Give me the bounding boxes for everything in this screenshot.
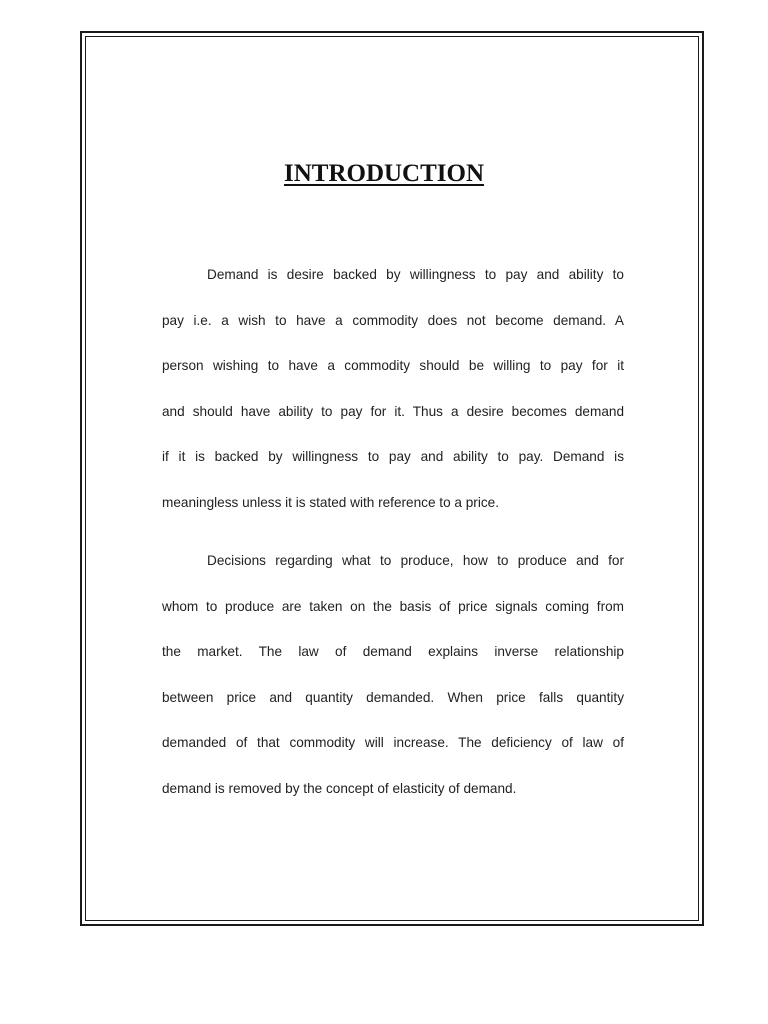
paragraph-line: if it is backed by willingness to pay and ability to pay. Demand is — [162, 449, 624, 464]
paragraph-1 — [162, 265, 624, 538]
paragraph-line: and should have ability to pay for it. Thus a desire becomes demand — [162, 403, 624, 419]
paragraph-line: person wishing to have a commodity should be willing to pay for it — [162, 358, 624, 373]
paragraph-line: meaningless unless it is stated with reference to a price. — [162, 494, 499, 510]
paragraph-line: Demand is desire backed by willingness to pay and ability to — [207, 267, 624, 282]
paragraph-line: the market. The law of demand explains inverse relationship — [162, 644, 624, 659]
paragraph-line: whom to produce are taken on the basis of price signals coming from — [162, 598, 624, 614]
paragraph-2 — [162, 551, 624, 824]
paragraph-line: Decisions regarding what to produce, how to produce and for — [207, 553, 624, 568]
page-title: INTRODUCTION — [283, 160, 485, 187]
paragraph-line: demanded of that commodity will increase. The deficiency of law of — [162, 735, 624, 750]
paragraph-line: pay i.e. a wish to have a commodity does not become demand. A — [162, 312, 624, 328]
paragraph-line: demand is removed by the concept of elasticity of demand. — [162, 780, 517, 796]
paragraph-line: between price and quantity demanded. When price falls quantity — [162, 689, 624, 705]
